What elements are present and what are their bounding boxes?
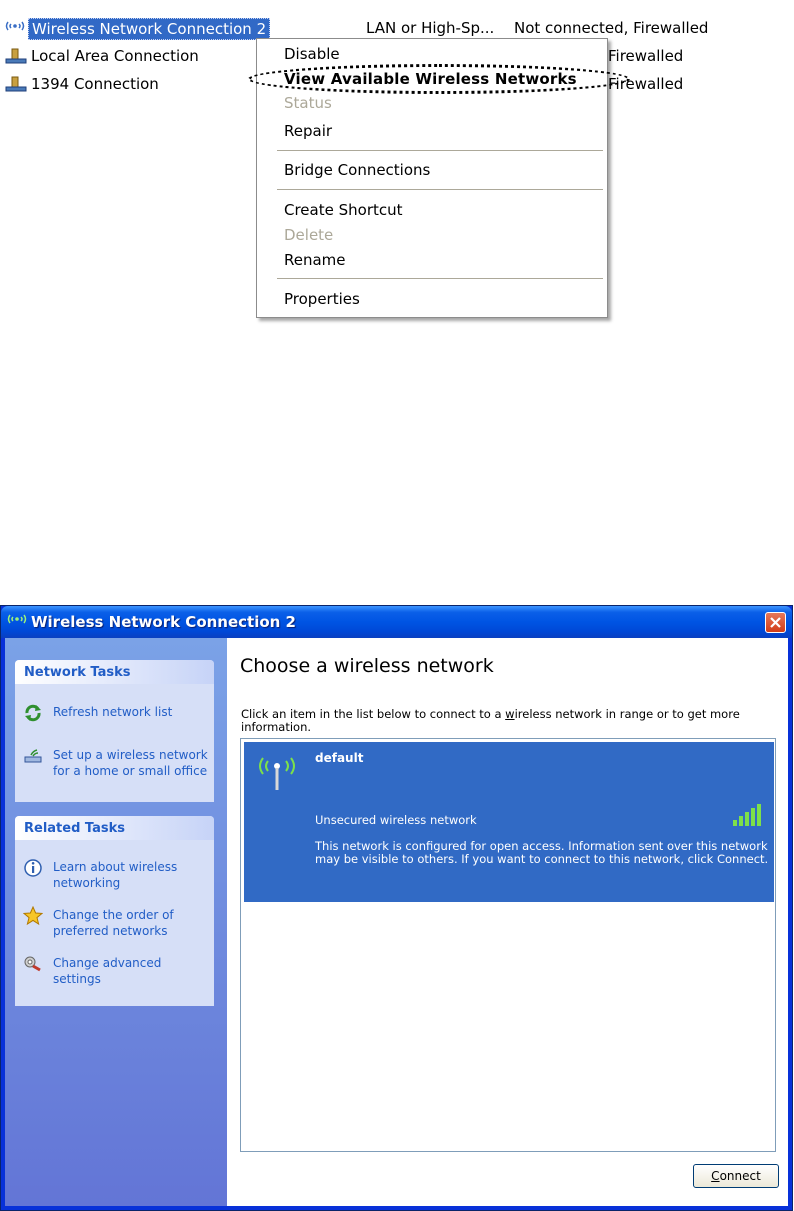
window-body [5, 638, 788, 1206]
menu-separator [277, 150, 603, 151]
menu-item-view-available-wireless-networks[interactable]: View Available Wireless Networks [284, 70, 577, 88]
task-label: Learn about wireless networking [53, 860, 178, 890]
menu-item-bridge-connections[interactable]: Bridge Connections [284, 161, 431, 179]
wireless-icon [4, 19, 28, 37]
wireless-antenna-icon [254, 752, 300, 792]
connection-row-wireless[interactable] [0, 16, 794, 40]
instructions-text [241, 708, 771, 734]
instructions-access-key: w [505, 707, 515, 721]
task-label: Refresh network list [53, 705, 173, 719]
refresh-network-list-link[interactable] [23, 703, 213, 723]
task-label: Change advanced settings [53, 956, 162, 986]
change-order-preferred-networks-link[interactable] [23, 906, 213, 940]
refresh-icon [23, 703, 43, 723]
task-pane [5, 638, 227, 1206]
menu-item-create-shortcut[interactable]: Create Shortcut [284, 201, 403, 219]
network-item-default[interactable] [244, 742, 774, 902]
star-icon [23, 906, 43, 926]
menu-item-disable[interactable]: Disable [284, 45, 340, 63]
network-tasks-header: Network Tasks [15, 660, 214, 684]
wireless-network-window [0, 605, 793, 1211]
close-button[interactable] [765, 612, 786, 633]
context-menu [256, 38, 608, 318]
lan-icon [4, 75, 28, 93]
window-title: Wireless Network Connection 2 [31, 613, 296, 631]
network-security: Unsecured wireless network [315, 813, 477, 827]
menu-item-delete: Delete [284, 226, 334, 244]
menu-item-status: Status [284, 94, 332, 112]
main-pane [227, 638, 788, 1206]
instructions-part: Click an item in the list below to connect to a [241, 707, 506, 721]
menu-item-repair[interactable]: Repair [284, 122, 333, 140]
menu-separator [277, 278, 603, 279]
connect-button[interactable] [693, 1164, 779, 1188]
network-name: default [315, 751, 364, 765]
wireless-setup-icon [23, 746, 43, 766]
network-tasks-box [15, 660, 214, 802]
connection-name[interactable]: Local Area Connection [31, 47, 199, 65]
menu-separator [277, 189, 603, 190]
connection-name[interactable]: Wireless Network Connection 2 [28, 18, 270, 40]
close-icon [770, 613, 781, 632]
title-bar[interactable] [1, 606, 792, 638]
settings-icon [23, 954, 43, 974]
set-up-wireless-network-link[interactable] [23, 746, 213, 780]
task-label: Change the order of preferred networks [53, 908, 174, 938]
signal-strength-icon [732, 803, 766, 827]
info-icon [23, 858, 43, 878]
lan-icon [4, 47, 28, 65]
related-tasks-box [15, 816, 214, 1006]
menu-item-rename[interactable]: Rename [284, 251, 346, 269]
connection-status: Firewalled [608, 75, 684, 93]
page-title: Choose a wireless network [240, 655, 494, 677]
menu-item-properties[interactable]: Properties [284, 290, 360, 308]
instructions-part: ireless network in range or to get more information. [241, 707, 740, 734]
connection-status: Not connected, Firewalled [514, 19, 709, 37]
change-advanced-settings-link[interactable] [23, 954, 213, 988]
learn-about-wireless-link[interactable] [23, 858, 213, 892]
connection-name[interactable]: 1394 Connection [31, 75, 159, 93]
related-tasks-header: Related Tasks [15, 816, 214, 840]
connect-access-key: C [711, 1169, 720, 1183]
connection-type: LAN or High-Sp... [366, 19, 495, 37]
connection-status: Firewalled [608, 47, 684, 65]
wireless-network-list[interactable] [240, 738, 776, 1152]
task-label: Set up a wireless network for a home or small office [53, 748, 208, 778]
network-details: This network is configured for open access. Information sent over this network may be visible to others. If you want to connect to this network, click Connect. [315, 839, 769, 866]
wireless-icon [7, 612, 27, 630]
connect-label: onnect [719, 1169, 761, 1183]
